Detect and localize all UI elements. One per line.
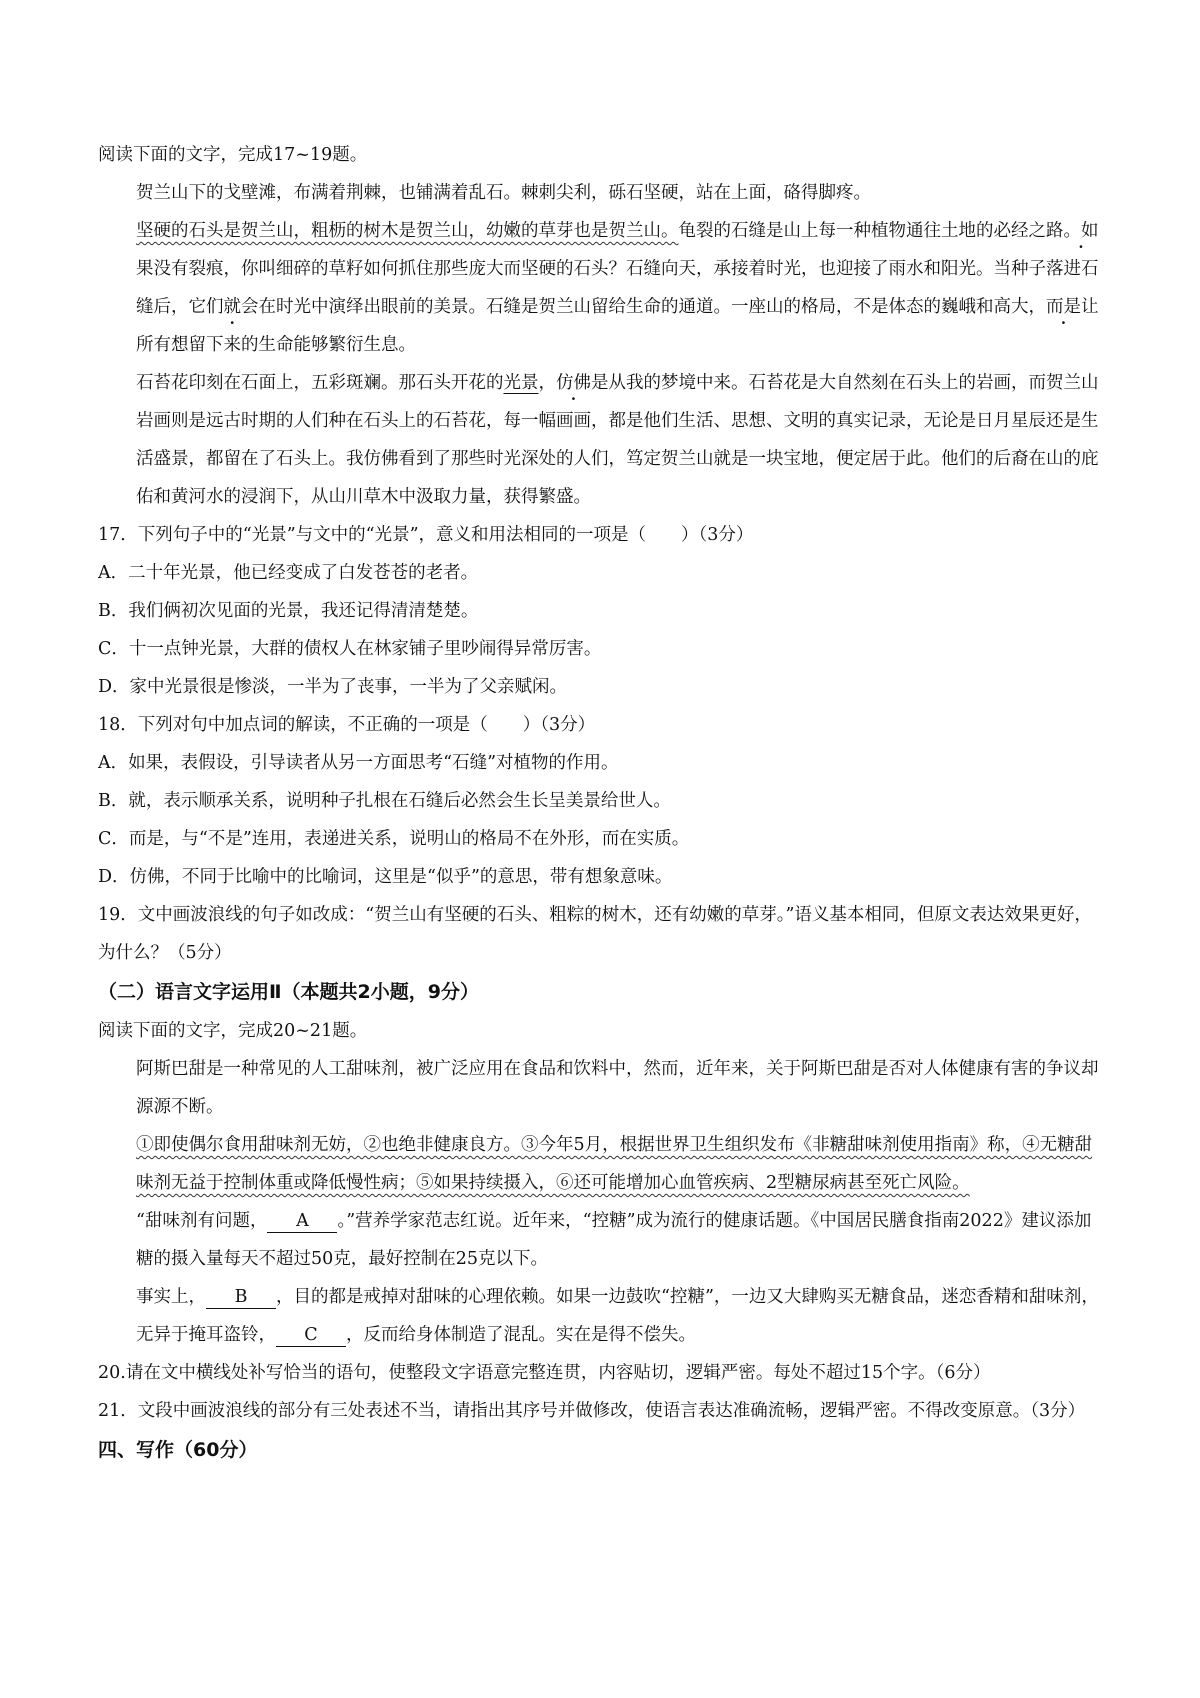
question-19: 19．文中画波浪线的句子如改成：“贺兰山有坚硬的石头、粗粽的树木，还有幼嫩的草芽。”语义基本相同，但原文表达效果更好，为什么？（5分） — [98, 905, 1092, 963]
reading-instruction-17-19: 阅读下面的文字，完成17~19题。 — [98, 145, 368, 165]
wavy-underlined-passage: ①即使偶尔食用甜味剂无妨，②也绝非健康良方。③今年5月，根据世界卫生组织发布《非糖甜味剂使用指南》称，④无糖甜味剂无益于控制体重或降低慢性病；⑤如果持续摄入，⑥还可能增加心血管疾病、2型糖尿病甚至死亡风险。 — [136, 1135, 1093, 1193]
question-18-option-d: D．仿佛，不同于比喻中的比喻词，这里是“似乎”的意思，带有想象意味。 — [98, 867, 673, 887]
question-17-option-c: C．十一点钟光景，大群的债权人在林家铺子里吵闹得异常厉害。 — [98, 639, 602, 659]
dotted-word-jiu: 就 — [223, 297, 241, 317]
exam-page — [98, 136, 1108, 1470]
passage-2-paragraph-4: 事实上， B ，目的都是戒掉对甜味的心理依赖。如果一边鼓吹“控糖”，一边又大肆购买无糖食品，迷恋香精和甜味剂，无异于掩耳盗铃， C ，反而给身体制造了混乱。实在是得不偿失。 — [136, 1287, 1099, 1345]
question-18-option-c: C．而是，与“不是”连用，表递进关系，说明山的格局不在外形，而在实质。 — [98, 829, 690, 849]
passage-paragraph-1: 贺兰山下的戈壁滩，布满着荆棘，也铺满着乱石。棘刺尖利，砾石坚硬，站在上面，硌得脚疼。 — [136, 183, 871, 203]
fill-blank-a: A — [267, 1210, 337, 1233]
question-17-option-d: D．家中光景很是惨淡，一半为了丧事，一半为了父亲赋闲。 — [98, 677, 568, 697]
section-heading-language-use-2: （二）语言文字运用Ⅱ（本题共2小题，9分） — [98, 981, 479, 1003]
dotted-word-ruguo: 如果 · — [136, 221, 1099, 279]
dotted-word-ershi: 而是 — [1046, 297, 1081, 317]
passage-2-paragraph-1: 阿斯巴甜是一种常见的人工甜味剂，被广泛应用在食品和饮料中，然而，近年来，关于阿斯巴甜是否对人体健康有害的争议却源源不断。 — [136, 1059, 1099, 1117]
question-18-stem: 18．下列对句中加点词的解读，不正确的一项是（ ）（3分） — [98, 715, 596, 735]
question-18-option-b: B．就，表示顺承关系，说明种子扎根在石缝后必然会生长呈美景给世人。 — [98, 791, 671, 811]
question-21: 21．文段中画波浪线的部分有三处表述不当，请指出其序号并做修改，使语言表达准确流畅，逻辑严密。不得改变原意。（3分） — [98, 1401, 1086, 1421]
question-17-option-b: B．我们俩初次见面的光景，我还记得清清楚楚。 — [98, 601, 479, 621]
underlined-word-guangjing: 光景 — [503, 373, 539, 393]
passage-2-paragraph-3: “甜味剂有问题， A 。”营养学家范志红说。近年来，“控糖”成为流行的健康话题。《中国居民膳食指南2022》建议添加糖的摄入量每天不超过50克，最好控制在25克以下。 — [136, 1211, 1092, 1269]
section-heading-writing: 四、写作（60分） — [98, 1439, 258, 1461]
reading-instruction-20-21: 阅读下面的文字，完成20~21题。 — [98, 1021, 368, 1041]
question-17-stem: 17．下列句子中的“光景”与文中的“光景”，意义和用法相同的一项是（ ）（3分） — [98, 525, 754, 545]
fill-blank-c: C — [276, 1324, 346, 1347]
passage-paragraph-2: 坚硬的石头是贺兰山，粗枥的树木是贺兰山，幼嫩的草芽也是贺兰山。龟裂的石缝是山上每一种植物通往土地的必经之路。如果 ·没有裂痕，你叫细碎的草籽如何抓住那些庞大而坚硬的石头？石缝向天，承接着时光，也迎接了雨水和阳光。当种子落进石缝后，它们就会在时光中演绎出眼前的美景。石缝是贺兰山留给生命的通道。一座山的格局，不是体态的巍峨和高大，而是让所有想留下来的生命能够繁衍生息。 — [98, 212, 1108, 364]
fill-blank-b: B — [206, 1286, 276, 1309]
question-20: 20.请在文中横线处补写恰当的语句，使整段文字语意完整连贯，内容贴切，逻辑严密。每处不超过15个字。（6分） — [98, 1363, 991, 1383]
passage-paragraph-3: 石苔花印刻在石面上，五彩斑斓。那石头开花的光景，仿佛是从我的梦境中来。石苔花是大自然刻在石头上的岩画，而贺兰山岩画则是远古时期的人们种在石头上的石苔花，每一幅画画，都是他们生活、思想、文明的真实记录，无论是日月星辰还是生活盛景，都留在了石头上。我仿佛看到了那些时光深处的人们，笃定贺兰山就是一块宝地，便定居于此。他们的后裔在山的庇佑和黄河水的浸润下，从山川草木中汲取力量，获得繁盛。 — [136, 373, 1099, 507]
dotted-word-fangfu: 仿佛 — [556, 373, 591, 393]
wavy-underlined-sentence: 坚硬的石头是贺兰山，粗枥的树木是贺兰山，幼嫩的草芽也是贺兰山。 — [136, 221, 679, 241]
question-18-option-a: A．如果，表假设，引导读者从另一方面思考“石缝”对植物的作用。 — [98, 753, 619, 773]
question-17-option-a: A．二十年光景，他已经变成了白发苍苍的老者。 — [98, 563, 479, 583]
passage-2-paragraph-2 — [98, 1126, 1108, 1202]
